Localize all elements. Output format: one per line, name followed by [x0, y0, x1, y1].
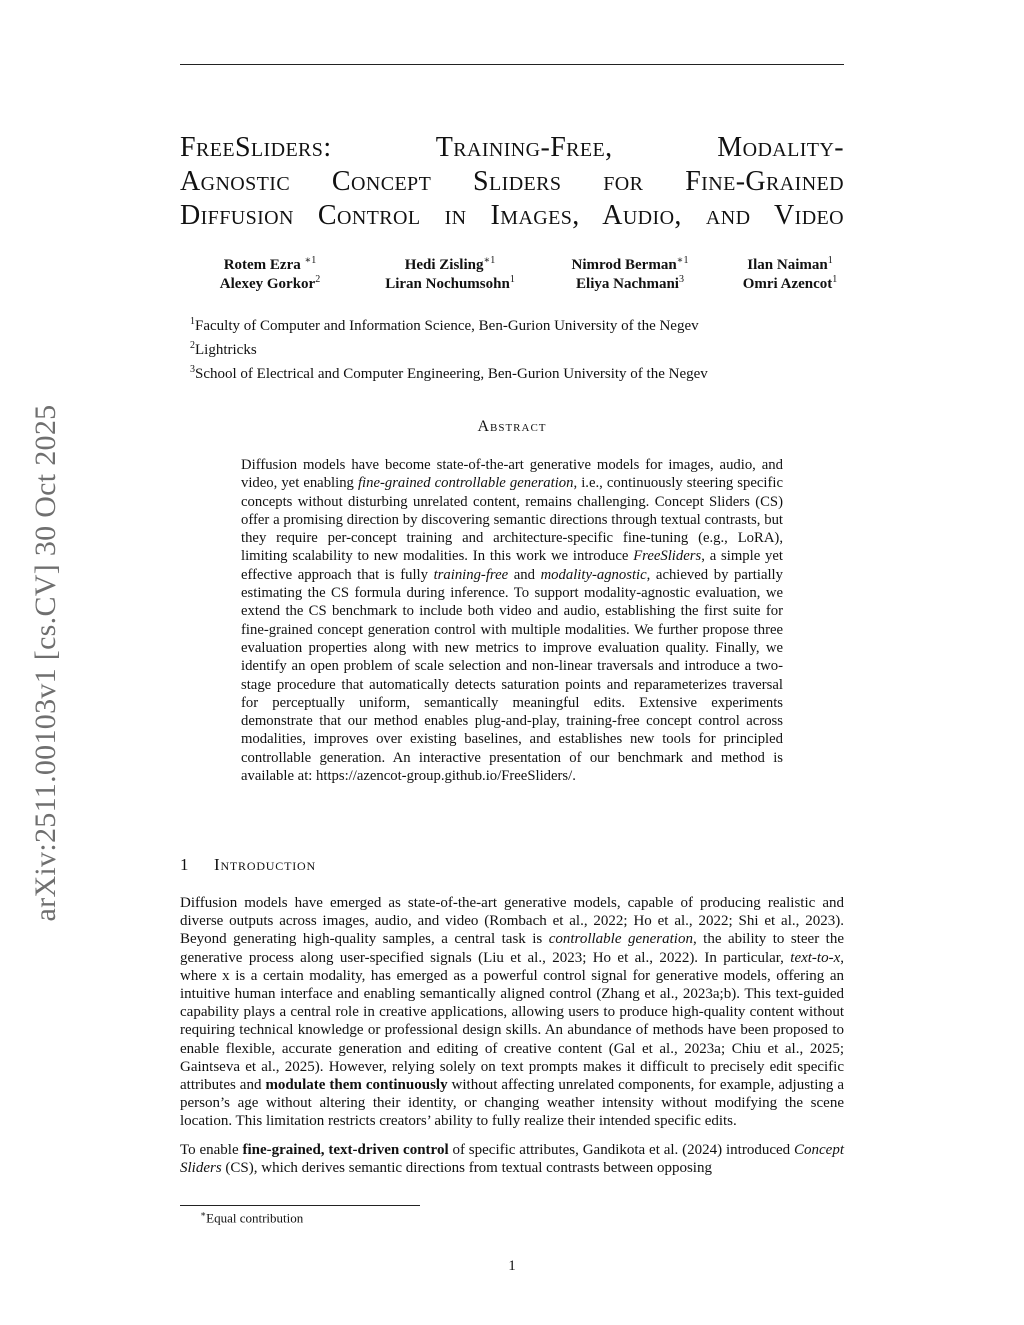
- author: Eliya Nachmani$^3$: [576, 274, 684, 292]
- author: Alexey Gorkor$^2$: [219, 274, 321, 292]
- paper-title-line-1: FreeSliders: Training-Free, Modality-: [180, 132, 844, 163]
- author: Omri Azencot$^1$: [742, 274, 838, 292]
- author: Hedi Zisling$^{∗1}$: [404, 255, 496, 273]
- affiliation: $^3$School of Electrical and Computer Engineering, Ben-Gurion University of the Negev: [190, 364, 708, 382]
- paper-title-line-2: Agnostic Concept Sliders for Fine-Grained: [180, 166, 844, 197]
- author: Ilan Naiman$^1$: [747, 255, 833, 273]
- top-rule: [180, 64, 844, 65]
- paper-title-line-3: Diffusion Control in Images, Audio, and Video: [180, 200, 844, 231]
- footnote: ∗Equal contribution: [200, 1209, 304, 1226]
- abstract-text: Diffusion models have become state-of-the-art generative models for images, audio, and video, yet enabling fine-grained controllable generation, i.e., continuously steering specific concepts without disturbing unrelated content, remains challenging. Concept Sliders (CS) offer a promising direction by discovering semantic directions through textual contrasts, but they require per-concept training and architecture-specific fine-tuning (e.g., LoRA), limiting scalability to new modalities. In this work we introduce FreeSliders, a simple yet effective approach that is fully training-free and modality-agnostic, achieved by partially estimating the CS formula during inference. To support modality-agnostic evaluation, we extend the CS benchmark to include both video and audio, establishing the first suite for fine-grained concept generation control with multiple modalities. We further propose three evaluation properties along with new metrics to improve evaluation quality. Finally, we identify an open problem of scale selection and non-linear traversals and introduce a two-stage procedure that automatically detects saturation points and reparameterizes traversal for perceptually uniform, semantically meaningful edits. Extensive experiments demonstrate that our method enables plug-and-play, training-free concept control across modalities, improves over existing baselines, and establishes new tools for principled controllable generation. An interactive presentation of our benchmark and method is available at: https://azencot-group.github.io/FreeSliders/.: [241, 457, 783, 785]
- abstract-heading: Abstract: [477, 418, 547, 435]
- introduction-body: [180, 894, 844, 1177]
- author: Rotem Ezra $^{∗1}$: [223, 255, 317, 273]
- author-row-1: [180, 255, 860, 274]
- footnote-rule: [180, 1205, 420, 1206]
- paragraph: Diffusion models have emerged as state-of-the-art generative models, capable of producing realistic and diverse outputs across images, audio, and video (Rombach et al., 2022; Ho et al., 2022; Shi et al., 2023). Beyond generating high-quality samples, a central task is controllable generation, the ability to steer the generative process along user-specified signals (Liu et al., 2023; Ho et al., 2022). In particular, text-to-x, where x is a certain modality, has emerged as a powerful control signal for generative models, offering an intuitive human interface and enabling semantically aligned control (Zhang et al., 2023a;b). This text-guided capability plays a central role in creative applications, allowing users to produce high-quality content without requiring technical knowledge or professional design skills. An abundance of methods have been proposed to enable flexible, accurate generation and editing of creative content (Gal et al., 2023a; Chiu et al., 2025; Gaintseva et al., 2025). However, relying solely on text prompts makes it difficult to precisely edit specific attributes and modulate them continuously without affecting unrelated components, for example, adjusting a person’s age without altering their identity, or changing weather intensity without modifying the scene location. This limitation restricts creators’ ability to fully realize their intended specific edits.: [180, 895, 844, 1130]
- affiliations: [190, 312, 840, 384]
- arxiv-watermark: [22, 372, 70, 955]
- arxiv-identifier: arXiv:2511.00103v1 [cs.CV] 30 Oct 2025: [29, 404, 62, 922]
- page-number: 1: [508, 1258, 516, 1274]
- section-number: 1: [180, 855, 190, 874]
- affiliation: $^2$Lightricks: [190, 340, 257, 358]
- author-row-2: [180, 274, 860, 293]
- author: Liran Nochumsohn$^1$: [385, 274, 515, 292]
- section-heading-introduction: [180, 855, 844, 875]
- affiliation: $^1$Faculty of Computer and Information Science, Ben-Gurion University of the Negev: [190, 316, 699, 334]
- paragraph: To enable fine-grained, text-driven control of specific attributes, Gandikota et al. (2024) introduced Concept Sliders (CS), which derives semantic directions from textual contrasts between opposing: [180, 1141, 844, 1176]
- author: Nimrod Berman$^{∗1}$: [571, 255, 689, 273]
- section-title: Introduction: [214, 855, 316, 874]
